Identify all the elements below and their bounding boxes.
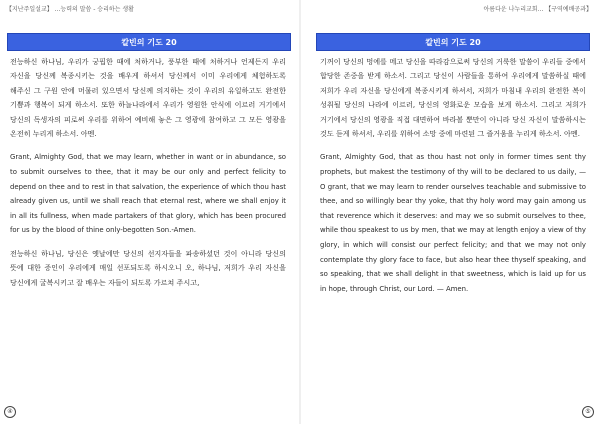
korean-prayer-paragraph: 전능하신 하나님, 당신은 옛날에만 당신의 선지자들을 파송하셨던 것이 아니라 당신의 뜻에 대한 증인이 우리에게 매일 선포되도록 하시오니 오, 하나님, 저희가 우리 자신을 당신에게 굴복시키고 잘 배우는 자들이 되도록 가르쳐 주시고,: [10, 249, 286, 287]
left-running-head: 【지난주일설교】 ...능력의 말씀 - 승리하는 생활: [6, 6, 134, 13]
korean-prayer-paragraph: 기꺼이 당신의 멍에를 메고 당신을 따라감으로써 당신의 거룩한 말씀이 우리들 중에서 합당한 존중을 받게 하소서. 그리고 당신이 사람들을 통하여 우리에게 말씀하실 때에 저희가 우리 자신을 당신에게 복종시키게 하셔서, 저희가 마침내 우리의 완전한 복이 성취될 당신의 나라에 이르러, 당신의 영화로운 모습을 보게 하소서. 그리고 저희가 거기에서 당신의 영광을 직접 대면하여 바라볼 뿐만이 아니라 당신 자신이 말씀하시는 것도 듣게 하셔서, 우리를 위하여 소망 중에 마련된 그 즐거움을 누리게 하소서. 아멘.: [320, 57, 586, 139]
right-page: [304, 0, 600, 424]
left-title-bar: [7, 33, 291, 51]
left-page-number: ④: [4, 406, 16, 418]
right-page-body: [320, 55, 586, 305]
korean-prayer-paragraph: 전능하신 하나님, 우리가 궁핍한 때에 처하거나, 풍부한 때에 처하거나 언제든지 우리 자신을 당신께 복종시키는 것을 배우게 하셔서 당신께서 이미 우리에게 체험하도록 해주신 그 구원 안에 머물러 있으면서 당신께 의지하는 것이 우리의 유일하고도 완전한 기쁨과 행복이 되게 하소서. 또한 하늘나라에서 우리가 영원한 안식에 이르러 거기에서 당신의 독생자의 피로써 우리를 위하여 예비해 놓은 그 영광에 참여하고 그 모든 영광을 온전히 누리게 하소서. 아멘.: [10, 57, 286, 139]
left-page-body: [10, 55, 286, 299]
right-page-title: 칼빈의 기도 20: [425, 37, 481, 47]
english-prayer-paragraph: Grant, Almighty God, that as thou hast not only in former times sent thy prophets, but makest the testimony of thy will to be declared to us daily, — O grant, that we may learn to render ourselves teachable and submissive to thee, and so willingly bear thy yoke, that thy holy word may gain among us that reverence which it deserves: and may we so submit ourselves to thee, while thou speakest to us by men, that we may at length enjoy a view of thy glory, in which will consist our perfect felicity; and that we may not only contemplate thy glory face to face, but also hear thee thyself speaking, and so speaking, that we shall delight in that sweetness, which is laid up for us in hope, through Christ, our Lord. — Amen.: [320, 153, 586, 293]
left-page-title: 칼빈의 기도 20: [121, 37, 177, 47]
english-prayer-paragraph: Grant, Almighty God, that we may learn, whether in want or in abundance, so to submit ourselves to thee, that it may be our only and perfect felicity to depend on thee and to rest in that salvation, the experience of which thou hast already given us, until we shall reach that eternal rest, where we shall enjoy it in all its fullness, when made partakers of that glory, which has been procured for us by the blood of thine only-begotten Son.-Amen.: [10, 153, 286, 235]
right-page-number: ⑤: [582, 406, 594, 418]
right-running-head: 아름다운 나누리교회... 【구역예배공과】: [483, 6, 592, 13]
page-gutter: [299, 0, 301, 424]
right-title-bar: [316, 33, 590, 51]
